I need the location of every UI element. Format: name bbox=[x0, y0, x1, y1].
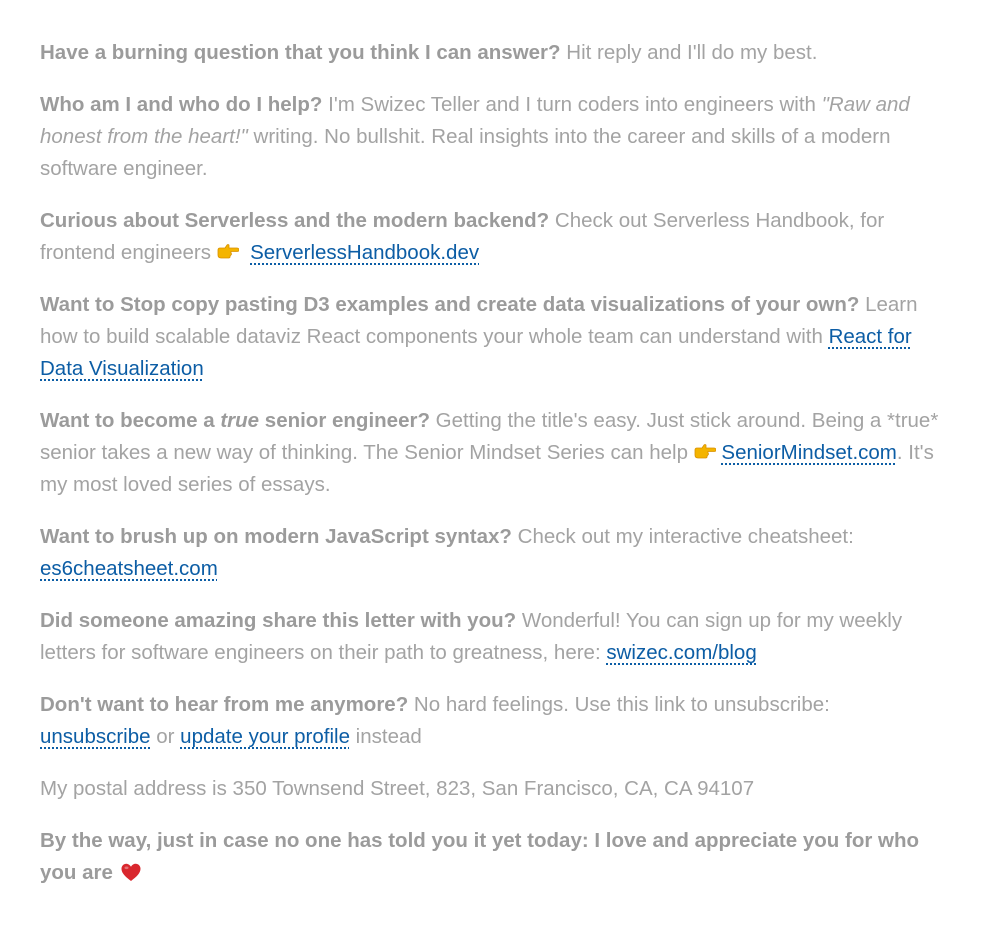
senior-paragraph bbox=[40, 405, 944, 501]
about-quote: "Raw and honest from the heart!" bbox=[40, 93, 910, 148]
d3-heading: Want to Stop copy pasting D3 examples and create data visualizations of your own? bbox=[40, 293, 860, 316]
senior-mindset-link[interactable]: SeniorMindset.com bbox=[721, 441, 897, 464]
serverless-paragraph bbox=[40, 205, 944, 269]
senior-text-1: Getting the title's easy. Just stick around. Being a *true* senior takes a new way of thinking. The Senior Mindset Series can help bbox=[40, 409, 939, 464]
js-heading: Want to brush up on modern JavaScript syntax? bbox=[40, 525, 512, 548]
question-heading: Have a burning question that you think I can answer? bbox=[40, 41, 561, 64]
red-heart-icon bbox=[121, 860, 141, 892]
js-text: Check out my interactive cheatsheet: bbox=[511, 525, 854, 548]
serverless-text: Check out Serverless Handbook, for frontend engineers bbox=[40, 209, 885, 264]
share-heading: Did someone amazing share this letter with you? bbox=[40, 609, 517, 632]
swizec-blog-link[interactable]: swizec.com/blog bbox=[606, 641, 757, 664]
share-text: Wonderful! You can sign up for my weekly letters for software engineers on their path to greatness, here: bbox=[40, 609, 903, 664]
pointing-right-icon bbox=[217, 243, 239, 261]
share-paragraph bbox=[40, 605, 944, 669]
update-profile-link[interactable]: update your profile bbox=[180, 725, 350, 748]
js-paragraph bbox=[40, 521, 944, 585]
unsubscribe-text-2: or bbox=[150, 725, 181, 748]
about-text-1: I'm Swizec Teller and I turn coders into engineers with bbox=[322, 93, 822, 116]
senior-heading-part-2: senior engineer? bbox=[259, 409, 430, 432]
love-heading: By the way, just in case no one has told you it yet today: I love and appreciate you for who you are bbox=[40, 829, 920, 884]
es6-cheatsheet-link[interactable]: es6cheatsheet.com bbox=[40, 557, 218, 580]
serverless-handbook-link[interactable]: ServerlessHandbook.dev bbox=[250, 241, 480, 264]
question-text: Hit reply and I'll do my best. bbox=[560, 41, 818, 64]
about-paragraph bbox=[40, 89, 944, 185]
senior-heading bbox=[40, 409, 430, 432]
address-paragraph: My postal address is 350 Townsend Street, 823, San Francisco, CA, CA 94107 bbox=[40, 777, 755, 800]
d3-paragraph bbox=[40, 289, 944, 385]
love-paragraph bbox=[40, 825, 944, 892]
react-dataviz-link[interactable]: React for Data Visualization bbox=[40, 325, 912, 380]
senior-heading-true: true bbox=[220, 409, 260, 432]
question-paragraph bbox=[40, 37, 944, 69]
serverless-heading: Curious about Serverless and the modern backend? bbox=[40, 209, 550, 232]
pointing-right-icon bbox=[694, 443, 716, 461]
about-heading: Who am I and who do I help? bbox=[40, 93, 323, 116]
unsubscribe-heading: Don't want to hear from me anymore? bbox=[40, 693, 409, 716]
senior-heading-part-1: Want to become a bbox=[40, 409, 221, 432]
d3-text: Learn how to build scalable dataviz React components your whole team can understand with bbox=[40, 293, 918, 348]
senior-text-2: . It's my most loved series of essays. bbox=[40, 441, 934, 496]
unsubscribe-paragraph bbox=[40, 689, 944, 753]
unsubscribe-link[interactable]: unsubscribe bbox=[40, 725, 151, 748]
unsubscribe-text-3: instead bbox=[349, 725, 422, 748]
unsubscribe-text-1: No hard feelings. Use this link to unsubscribe: bbox=[408, 693, 830, 716]
about-text-2: writing. No bullshit. Real insights into the career and skills of a modern software engineer. bbox=[40, 125, 891, 180]
